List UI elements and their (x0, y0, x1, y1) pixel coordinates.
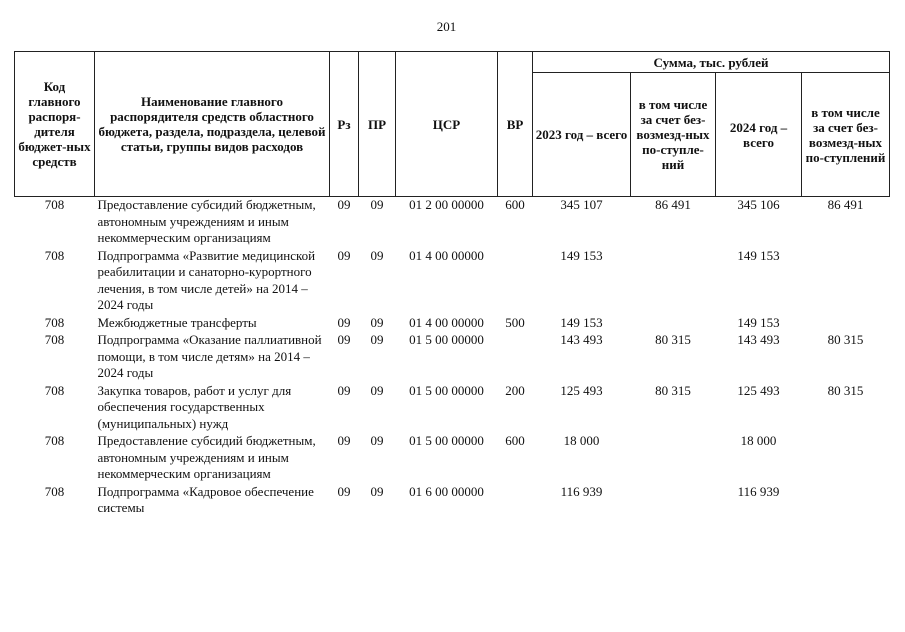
cell-2024-gratuitous: 80 315 (827, 332, 864, 347)
header-sum-group: Сумма, тыс. рублей (533, 52, 890, 73)
header-2023-total: 2023 год – всего (533, 73, 631, 197)
cell-2024-gratuitous: 80 315 (827, 382, 864, 398)
header-vr: ВР (498, 52, 533, 197)
table-row (15, 247, 890, 314)
cell-vr: 500 (505, 314, 525, 330)
cell-2023-gratuitous: 80 315 (655, 382, 691, 398)
cell-csr: 01 5 00 00000 (409, 433, 484, 448)
header-code: Код главного распоря-дителя бюджет-ных средств (15, 52, 95, 197)
cell-2024-total: 116 939 (737, 483, 780, 499)
table-row (15, 382, 890, 433)
cell-2023-total: 18 000 (563, 433, 600, 448)
cell-2024-total: 125 493 (737, 382, 780, 398)
cell-2023-total: 149 153 (560, 314, 603, 330)
budget-table (14, 51, 890, 517)
table-header (15, 52, 890, 197)
header-rz: Рз (330, 52, 359, 197)
cell-vr (498, 247, 533, 314)
cell-pr: 09 (370, 483, 384, 499)
cell-vr: 600 (505, 197, 525, 212)
cell-vr (498, 483, 533, 517)
cell-rz: 09 (337, 332, 351, 347)
cell-2023-gratuitous: 80 315 (655, 332, 691, 347)
cell-vr (498, 331, 533, 382)
header-2023-gratuitous: в том числе за счет без-возмезд-ных по-ступле-ний (631, 73, 716, 197)
cell-name: Подпрограмма «Оказание паллиативной помощи, в том числе детям» на 2014 – 2024 годы (97, 332, 322, 380)
header-2024-total: 2024 год – всего (716, 73, 802, 197)
cell-2024-total: 149 153 (737, 247, 780, 263)
header-pr: ПР (359, 52, 396, 197)
table-row (15, 197, 890, 247)
cell-2023-gratuitous (631, 247, 716, 314)
header-name: Наименование главного распорядителя средств областного бюджета, раздела, подраздела, целевой статьи, группы видов расходов (95, 52, 330, 197)
cell-2023-total: 345 107 (560, 197, 603, 212)
cell-name: Предоставление субсидий бюджетным, автономным учреждениям и иным некоммерческим организациям (97, 433, 316, 481)
cell-rz: 09 (337, 433, 351, 448)
cell-code: 708 (44, 197, 65, 212)
cell-name: Межбюджетные трансферты (97, 314, 257, 330)
cell-code: 708 (44, 483, 65, 499)
cell-2023-total: 125 493 (560, 382, 603, 398)
cell-2023-total: 149 153 (560, 247, 603, 263)
cell-csr: 01 2 00 00000 (409, 197, 484, 212)
cell-2023-gratuitous (631, 314, 716, 332)
cell-vr: 200 (505, 382, 525, 398)
cell-code: 708 (44, 433, 65, 448)
cell-name: Подпрограмма «Кадровое обеспечение системы (97, 483, 314, 515)
cell-2024-total: 345 106 (737, 197, 780, 212)
cell-2023-total: 116 939 (560, 483, 603, 499)
cell-2023-total: 143 493 (560, 332, 603, 347)
cell-pr: 09 (370, 332, 384, 347)
page-number: 201 (436, 19, 457, 34)
cell-pr: 09 (370, 247, 384, 263)
cell-csr: 01 4 00 00000 (409, 247, 484, 263)
header-2024-gratuitous: в том числе за счет без-возмезд-ных по-ступлений (802, 73, 890, 197)
cell-name: Закупка товаров, работ и услуг для обеспечения государственных (муниципальных) нужд (97, 382, 292, 431)
cell-code: 708 (44, 382, 65, 398)
table-body (15, 197, 890, 517)
cell-code: 708 (44, 332, 65, 347)
header-csr: ЦСР (396, 52, 498, 197)
cell-rz: 09 (337, 483, 351, 499)
cell-pr: 09 (370, 197, 384, 212)
cell-2024-gratuitous (802, 314, 890, 332)
cell-vr: 600 (505, 433, 525, 448)
cell-code: 708 (44, 247, 65, 263)
cell-pr: 09 (370, 314, 384, 330)
cell-rz: 09 (337, 382, 351, 398)
cell-2024-total: 149 153 (737, 314, 780, 330)
cell-csr: 01 5 00 00000 (409, 382, 484, 398)
cell-2023-gratuitous (631, 483, 716, 517)
table-row (15, 331, 890, 382)
table-row (15, 483, 890, 517)
cell-2024-gratuitous (802, 483, 890, 517)
cell-name: Подпрограмма «Развитие медицинской реабилитации и санаторно-курортного лечения, в том числе детей» на 2014 – 2024 годы (97, 247, 316, 312)
cell-2024-total: 18 000 (740, 433, 777, 448)
cell-pr: 09 (370, 382, 384, 398)
cell-csr: 01 4 00 00000 (409, 314, 484, 330)
cell-name: Предоставление субсидий бюджетным, автономным учреждениям и иным некоммерческим организациям (97, 197, 316, 245)
cell-csr: 01 6 00 00000 (409, 483, 484, 499)
cell-rz: 09 (337, 197, 351, 212)
cell-2024-gratuitous (802, 247, 890, 314)
cell-rz: 09 (337, 247, 351, 263)
cell-2024-total: 143 493 (737, 332, 780, 347)
cell-csr: 01 5 00 00000 (409, 332, 484, 347)
table-row (15, 314, 890, 332)
cell-2023-gratuitous: 86 491 (655, 197, 691, 212)
cell-pr: 09 (370, 433, 384, 448)
cell-2024-gratuitous: 86 491 (827, 197, 864, 212)
cell-rz: 09 (337, 314, 351, 330)
cell-2023-gratuitous (631, 432, 716, 483)
cell-2024-gratuitous (802, 432, 890, 483)
table-row (15, 432, 890, 483)
cell-code: 708 (44, 314, 65, 330)
